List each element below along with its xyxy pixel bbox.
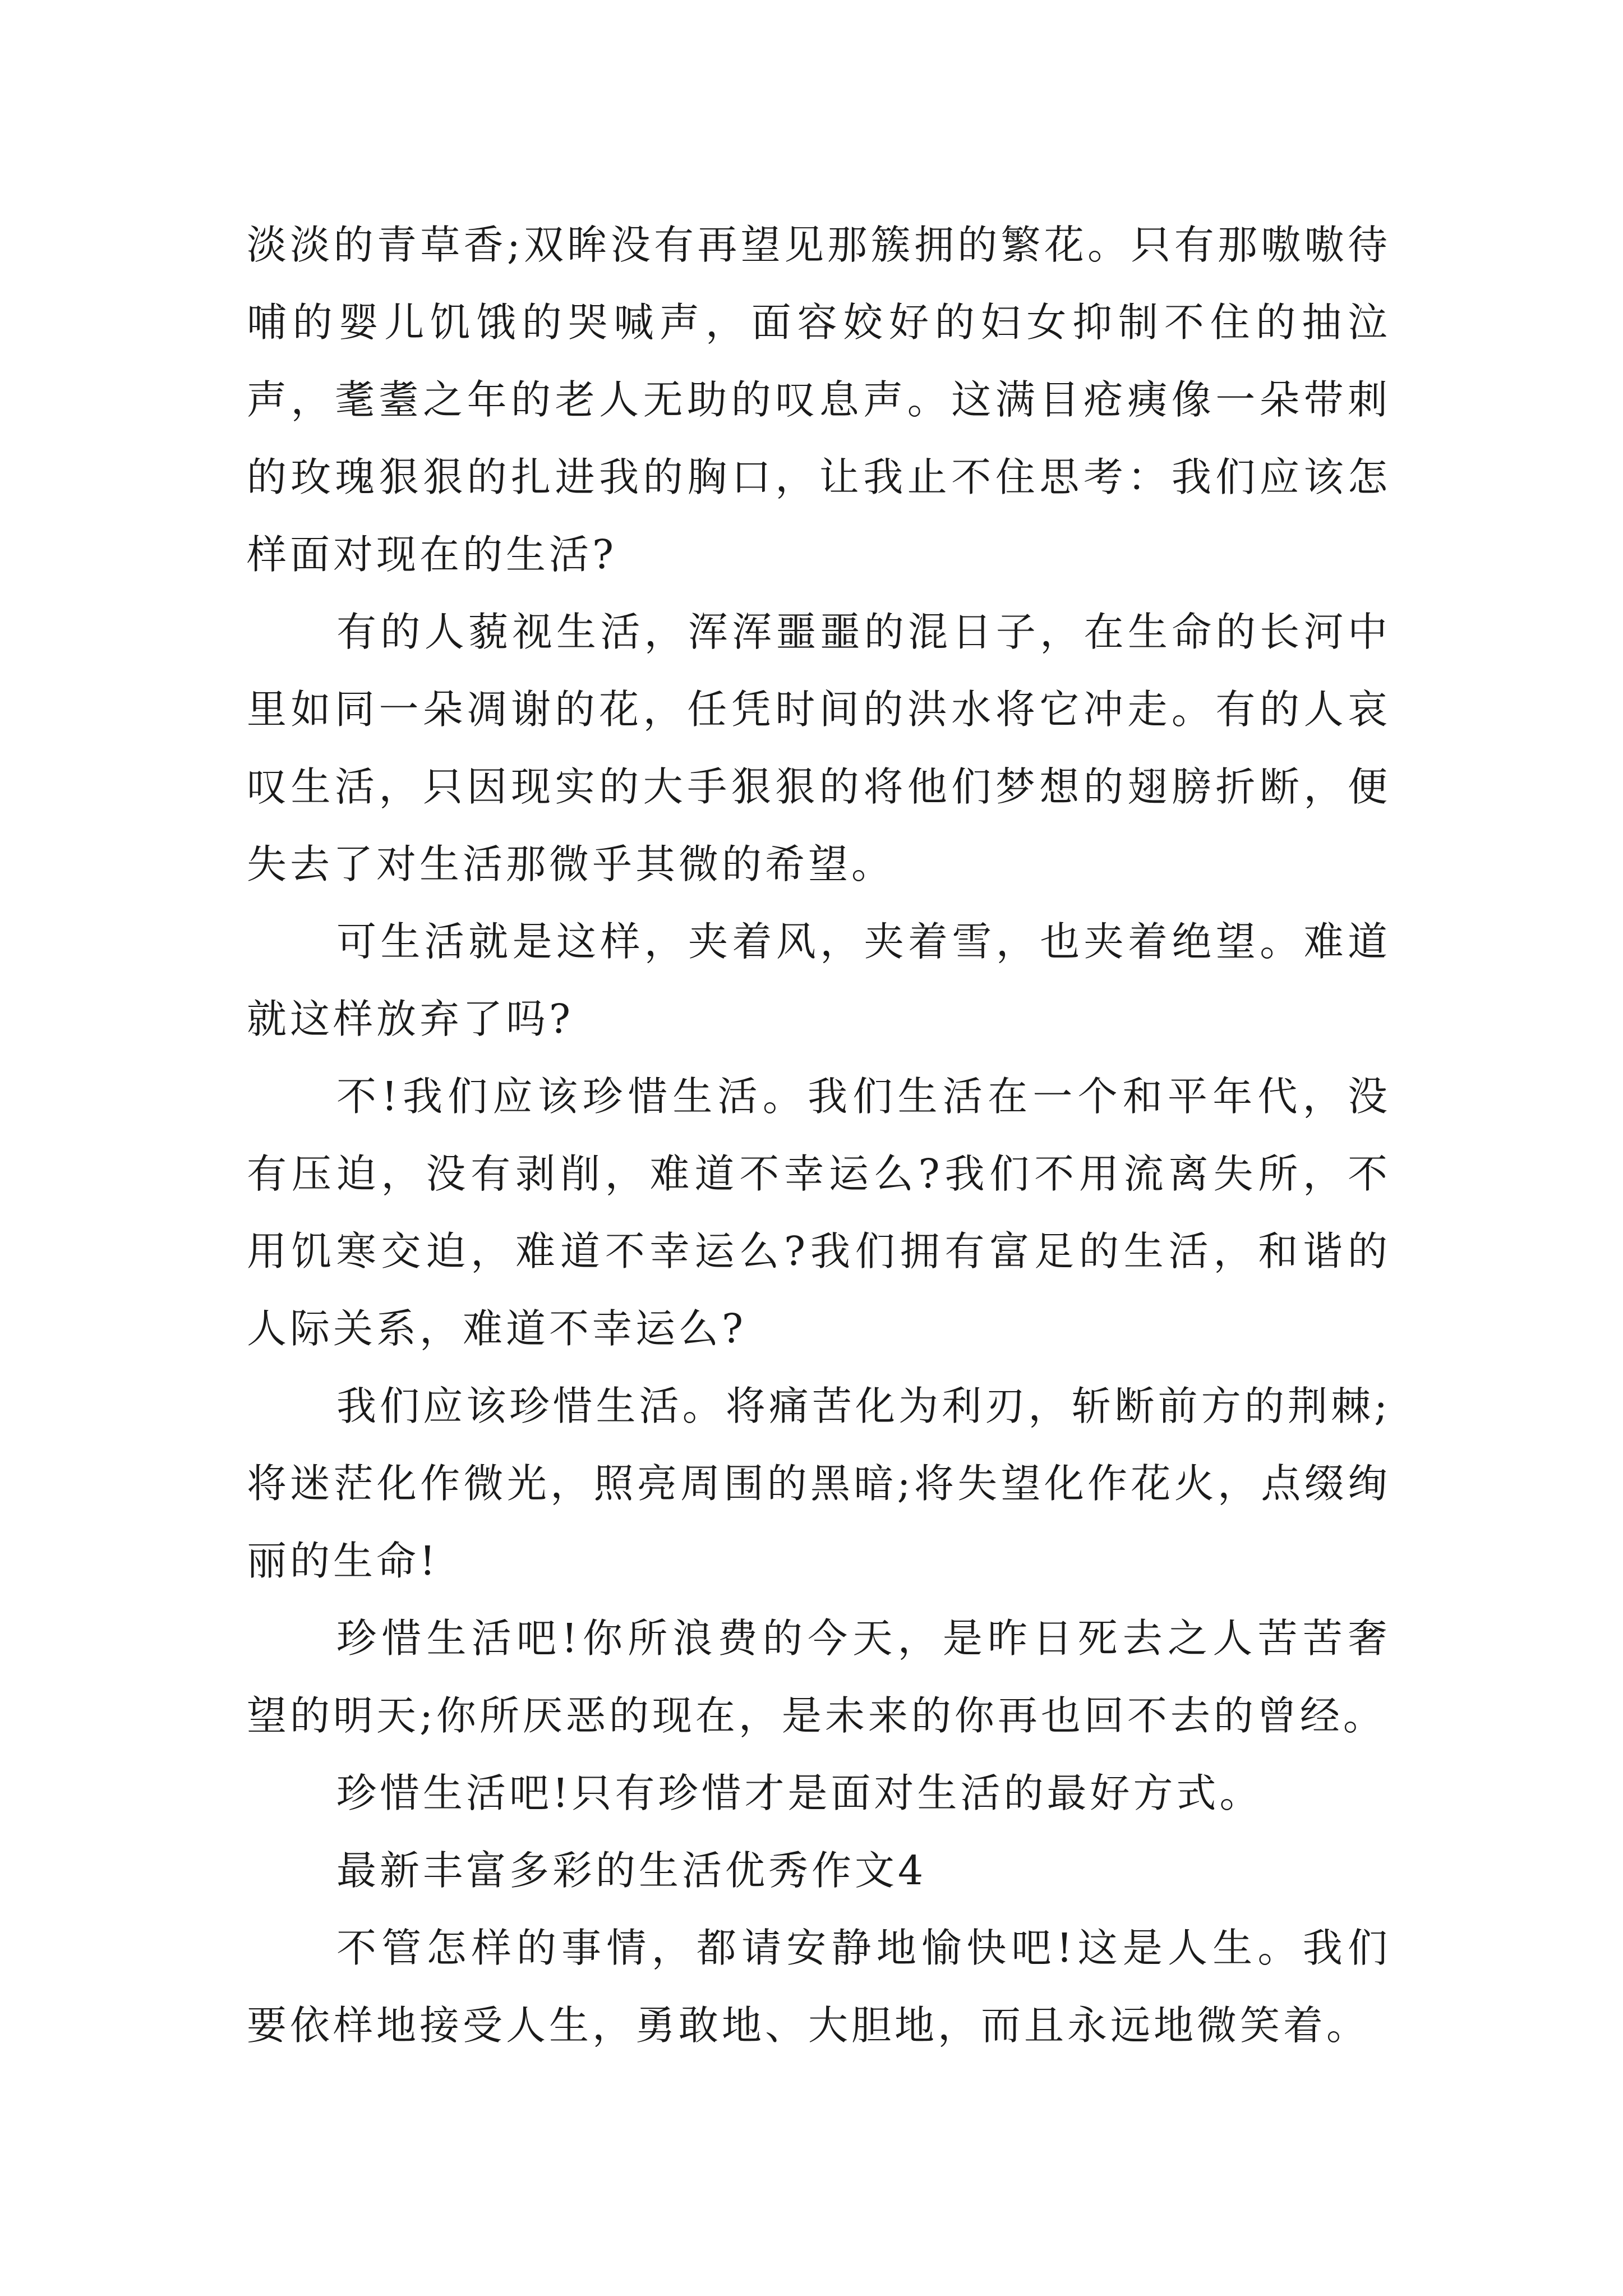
document-body [247,206,1391,2064]
paragraph-9: 不管怎样的事情，都请安静地愉快吧!这是人生。我们要依样地接受人生，勇敢地、大胆地，而且永远地微笑着。 [247,1925,1391,2049]
section-heading: 最新丰富多彩的生活优秀作文4 [336,1847,927,1894]
paragraph-7: 珍惜生活吧!只有珍惜才是面对生活的最好方式。 [336,1770,1263,1816]
paragraph-6: 珍惜生活吧!你所浪费的今天，是昨日死去之人苦苦奢望的明天;你所厌恶的现在，是未来的你再也回不去的曾经。 [247,1615,1391,1739]
paragraph-1: 淡淡的青草香;双眸没有再望见那簇拥的繁花。只有那嗷嗷待哺的婴儿饥饿的哭喊声，面容姣好的妇女抑制不住的抽泣声，耄耋之年的老人无助的叹息声。这满目疮痍像一朵带刺的玫瑰狠狠的扎进我的胸口，让我止不住思考：我们应该怎样面对现在的生活? [247,222,1391,578]
paragraph-4: 不!我们应该珍惜生活。我们生活在一个和平年代，没有压迫，没有剥削，难道不幸运么?我们不用流离失所，不用饥寒交迫，难道不幸运么?我们拥有富足的生活，和谐的人际关系，难道不幸运么? [247,1073,1391,1352]
paragraph-5: 我们应该珍惜生活。将痛苦化为利刃，斩断前方的荆棘;将迷茫化作微光，照亮周围的黑暗;将失望化作花火，点缀绚丽的生命! [247,1383,1391,1584]
paragraph-3: 可生活就是这样，夹着风，夹着雪，也夹着绝望。难道就这样放弃了吗? [247,918,1391,1042]
paragraph-2: 有的人藐视生活，浑浑噩噩的混日子，在生命的长河中里如同一朵凋谢的花，任凭时间的洪水将它冲走。有的人哀叹生活，只因现实的大手狠狠的将他们梦想的翅膀折断，便失去了对生活那微乎其微的希望。 [247,609,1391,887]
